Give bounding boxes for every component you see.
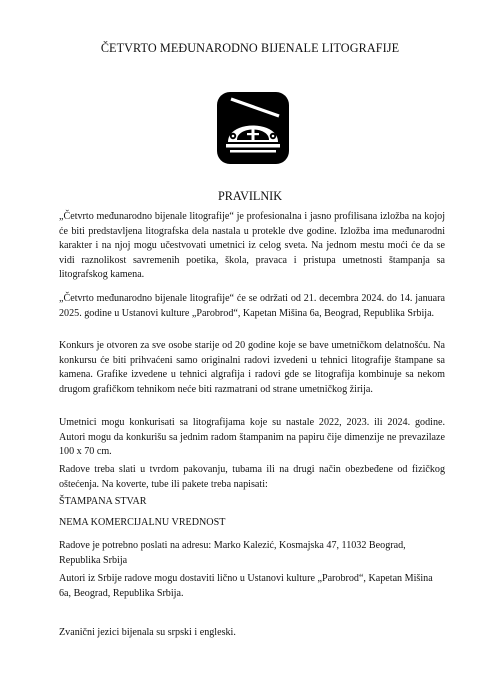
document-header-title: ČETVRTO MEĐUNARODNO BIJENALE LITOGRAFIJE — [100, 41, 400, 55]
label-printed-matter: ŠTAMPANA STVAR — [59, 496, 147, 507]
paragraph-mailing-address: Radove je potrebno poslati na adresu: Marko Kalezić, Kosmajska 47, 11032 Beograd, Republika Srbija — [59, 540, 406, 566]
paragraph-official-languages: Zvanični jezici bijenala su srpski i engleski. — [59, 627, 236, 638]
paragraph-eligibility: Konkurs je otvoren za sve osobe starije od 20 godine koje se bave umetničkom delatnošću. Na konkursu će biti prihvaćeni samo originalni radovi izvedeni u tehnici litografije štampane sa kamena. Grafike izvedene u tehnici algrafija i radovi gde se litografija kombinuje sa nekom drugom grafičkom tehnikom neće biti razmatrani od strane umetničkog žirija. — [59, 340, 445, 395]
section-title: PRAVILNIK — [217, 189, 283, 203]
paragraph-intro: „Četvrto međunarodno bijenale litografije“ je profesionalna i jasno profilisana izložba na kojoj će biti predstavljena litografska dela nastala u protekle dve godine. Izložba ima međunarodni karakter i na njoj mogu učestvovati umetnici iz celog sveta. Na jednom mestu moći će da se vidi raznolikost savremenih poetika, škola, pravaca i pristupa umetnosti štampanja sa litografskog kamena. — [59, 211, 445, 281]
paragraph-dates-venue: „Četvrto međunarodno bijenale litografije“ će se održati od 21. decembra 2024. do 14. januara 2025. godine u Ustanovi kulture „Parobrod“, Kapetan Mišina 6a, Beograd, Republika Srbija. — [59, 293, 445, 319]
label-no-commercial-value: NEMA KOMERCIJALNU VREDNOST — [59, 517, 226, 528]
lithography-press-logo-icon — [217, 92, 289, 164]
paragraph-packaging: Radove treba slati u tvrdom pakovanju, tubama ili na drugi način obezbeđene od fizičkog oštećenja. Na koverte, tube ili pakete treba napisati: — [59, 464, 445, 490]
paragraph-submission-years: Umetnici mogu konkurisati sa litografijama koje su nastale 2022, 2023. ili 2024. godine. Autori mogu da konkurišu sa jednim radom štampanim na papiru čije dimenzije ne prevazilaze 100 x 70 cm. — [59, 417, 445, 458]
paragraph-personal-delivery: Autori iz Srbije radove mogu dostaviti lično u Ustanovi kulture „Parobrod“, Kapetan Mišina 6a, Beograd, Republika Srbija. — [59, 573, 433, 599]
